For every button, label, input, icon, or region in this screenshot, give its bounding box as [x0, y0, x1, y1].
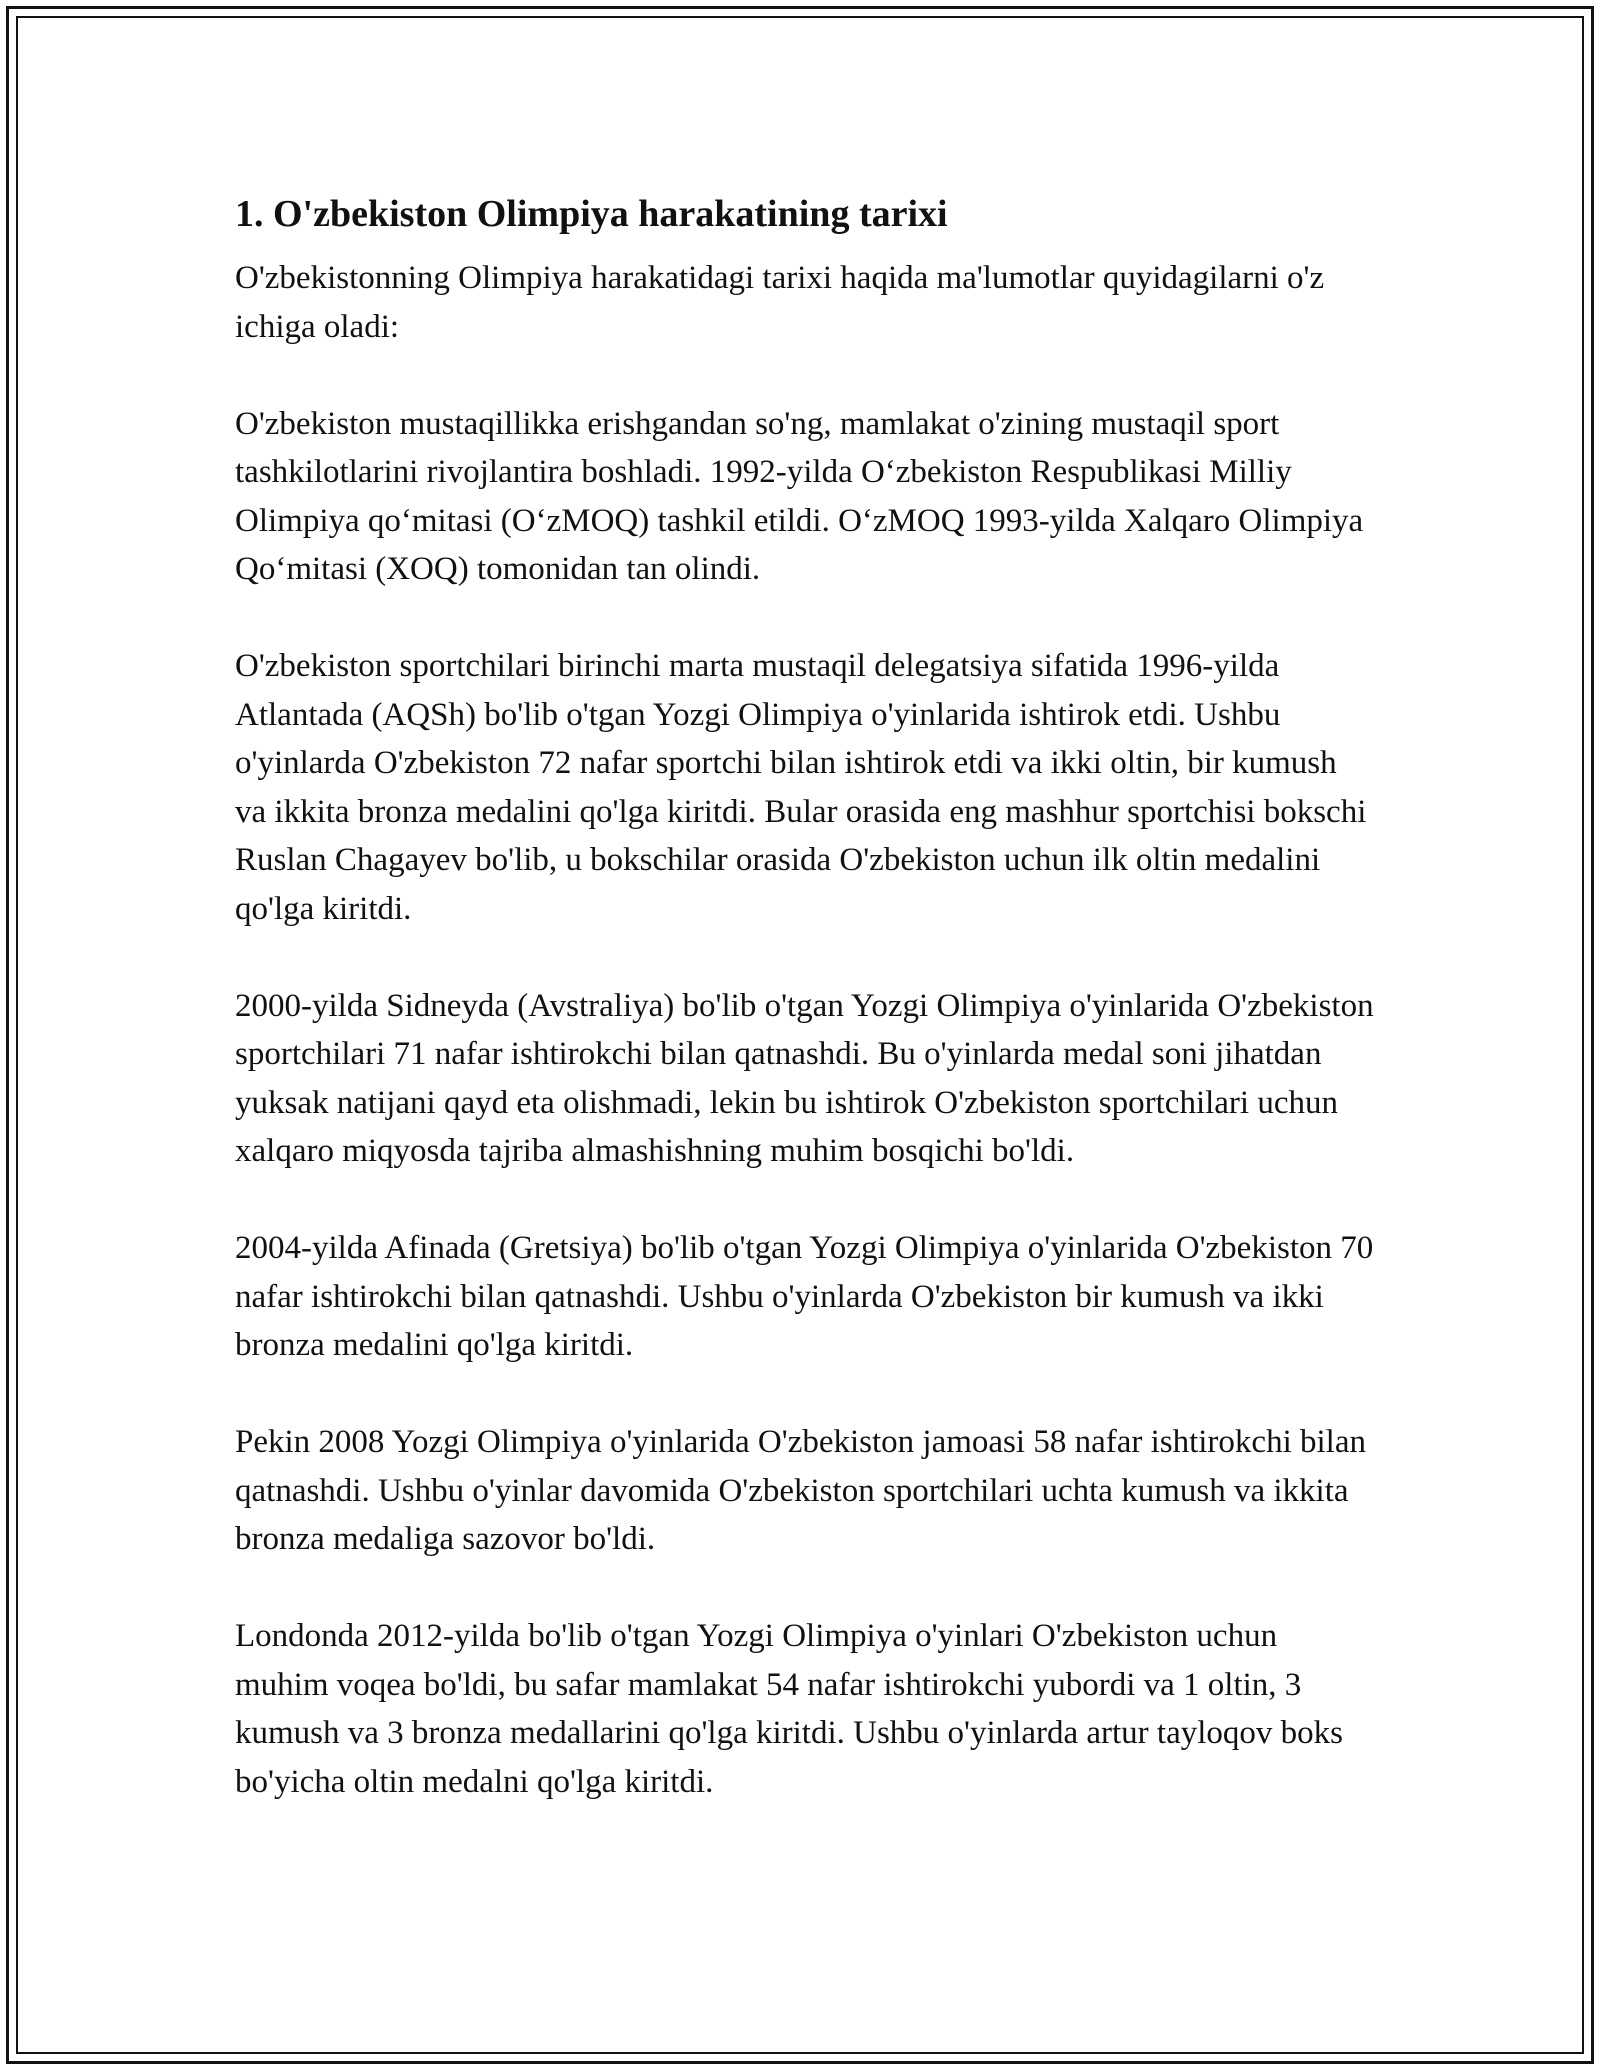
paragraph-beijing-2008: Pekin 2008 Yozgi Olimpiya o'yinlarida O'zbekiston jamoasi 58 nafar ishtirokchi bilan qatnashdi. Ushbu o'yinlar davomida O'zbekiston sportchilari uchta kumush va ikkita bronza medaliga sazovor bo'ldi.	[235, 1424, 1366, 1557]
paragraph-atlanta-1996: O'zbekiston sportchilari birinchi marta mustaqil delegatsiya sifatida 1996-yilda Atlantada (AQSh) bo'lib o'tgan Yozgi Olimpiya o'yinlarida ishtirok etdi. Ushbu o'yinlarda O'zbekiston 72 nafar sportchi bilan ishtirok etdi va ikki oltin, bir kumush va ikkita bronza medalini qo'lga kiritdi. Bular orasida eng mashhur sportchisi bokschi Ruslan Chagayev bo'lib, u bokschilar orasida O'zbekiston uchun ilk oltin medalini qo'lga kiritdi.	[235, 648, 1367, 927]
paragraph-athens-2004: 2004-yilda Afinada (Gretsiya) bo'lib o'tgan Yozgi Olimpiya o'yinlarida O'zbekiston 70 nafar ishtirokchi bilan qatnashdi. Ushbu o'yinlarda O'zbekiston bir kumush va ikki bronza medalini qo'lga kiritdi.	[235, 1230, 1374, 1363]
paragraph-independence: O'zbekiston mustaqillikka erishgandan so'ng, mamlakat o'zining mustaqil sport tashkilotlarini rivojlantira boshladi. 1992-yilda O‘zbekiston Respublikasi Milliy Olimpiya qo‘mitasi (O‘zMOQ) tashkil etildi. O‘zMOQ 1993-yilda Xalqaro Olimpiya Qo‘mitasi (XOQ) tomonidan tan olindi.	[235, 405, 1364, 587]
document-body	[235, 188, 1375, 1855]
paragraph-sydney-2000: 2000-yilda Sidneyda (Avstraliya) bo'lib o'tgan Yozgi Olimpiya o'yinlarida O'zbekiston sportchilari 71 nafar ishtirokchi bilan qatnashdi. Bu o'yinlarda medal soni jihatdan yuksak natijani qayd eta olishmadi, lekin bu ishtirok O'zbekiston sportchilari uchun xalqaro miqyosda tajriba almashishning muhim bosqichi bo'ldi.	[235, 987, 1374, 1169]
paragraph-intro: O'zbekistonning Olimpiya harakatidagi tarixi haqida ma'lumotlar quyidagilarni o'z ichiga oladi:	[235, 260, 1325, 345]
document-heading: 1. O'zbekiston Olimpiya harakatining tarixi	[235, 193, 948, 235]
paragraph-london-2012: Londonda 2012-yilda bo'lib o'tgan Yozgi Olimpiya o'yinlari O'zbekiston uchun muhim voqea bo'ldi, bu safar mamlakat 54 nafar ishtirokchi yubordi va 1 oltin, 3 kumush va 3 bronza medallarini qo'lga kiritdi. Ushbu o'yinlarda artur tayloqov boks bo'yicha oltin medalni qo'lga kiritdi.	[235, 1618, 1343, 1800]
